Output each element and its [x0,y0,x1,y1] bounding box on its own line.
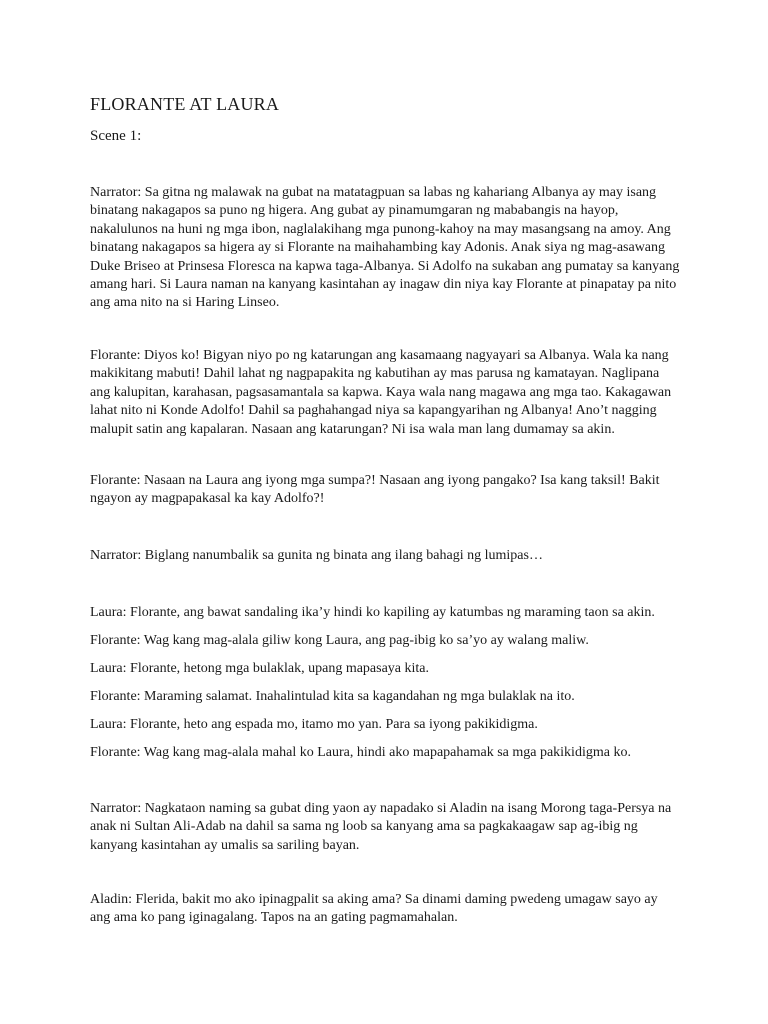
paragraph-narrator-aladin: Narrator: Nagkataon naming sa gubat ding yaon ay napadako si Aladin na isang Morong taga-Persya na anak ni Sultan Ali-Adab na dahil sa sama ng loob sa kanyang ama sa pagkakaagaw sap ag-ibig ng kanyang kasintahan ay umalis sa sariling bayan. [90,801,672,853]
paragraph-florante-plea: Florante: Diyos ko! Bigyan niyo po ng katarungan ang kasamaang nagyayari sa Albanya. Wala ka nang makikitang mabuti! Dahil lahat ng nagpapakita ng kabutihan ay mas parusa ng kamatayan. Naglipana ang kalupitan, karahasan, pagsasamantala sa kapwa. Kaya wala nang magawa ang mga tao. Kakagawan lahat nito ni Konde Adolfo! Dahil sa paghahangad niya sa kapangyarihan ng Albanya! Ano’t nagging malupit satin ang kapalaran. Nasaan ang katarungan? Ni isa wala man lang dumamay sa akin. [90,348,672,437]
paragraph-florante-line-2: Florante: Maraming salamat. Inahalintulad kita sa kagandahan ng mga bulaklak na ito. [90,689,575,704]
paragraph-laura-line-3: Laura: Florante, heto ang espada mo, itamo mo yan. Para sa iyong pakikidigma. [90,717,538,732]
paragraph-laura-line-1: Laura: Florante, ang bawat sandaling ika’y hindi ko kapiling ay katumbas ng maraming taon sa akin. [90,605,655,620]
paragraph-florante-line-3: Florante: Wag kang mag-alala mahal ko Laura, hindi ako mapapahamak sa mga pakikidigma ko. [90,745,631,760]
paragraph-florante-laura-question: Florante: Nasaan na Laura ang iyong mga sumpa?! Nasaan ang iyong pangako? Isa kang taksil! Bakit ngayon ay magpapakasal ka kay Adolfo?! [90,473,660,507]
paragraph-narrator-flashback: Narrator: Biglang nanumbalik sa gunita ng binata ang ilang bahagi ng lumipas… [90,548,543,563]
paragraph-florante-line-1: Florante: Wag kang mag-alala giliw kong Laura, ang pag-ibig ko sa’yo ay walang maliw. [90,633,589,648]
scene-heading: Scene 1: [90,128,142,144]
paragraph-laura-line-2: Laura: Florante, hetong mga bulaklak, upang mapasaya kita. [90,661,430,676]
paragraph-narrator-intro: Narrator: Sa gitna ng malawak na gubat na matatagpuan sa labas ng kahariang Albanya ay may isang binatang nakagapos sa puno ng higera. Ang gubat ay pinamumgaran ng mababangis na hayop, nakalulunos na huni ng mga ibon, naglalakihang mga punong-kahoy na may masangsang na amoy. Ang binatang nakagapos sa higera ay si Florante na maihahambing kay Adonis. Anak siya ng mag-asawang Duke Briseo at Prinsesa Floresca na kapwa taga-Albanya. Si Adolfo na sukaban ang pumatay sa kanyang amang hari. Si Laura naman na kanyang kasintahan ay inagaw din niya kay Florante at pinapatay pa nito ang ama nito na si Haring Linseo. [90,185,680,311]
document-title: FLORANTE AT LAURA [90,94,280,114]
paragraph-aladin-line: Aladin: Flerida, bakit mo ako ipinagpalit sa aking ama? Sa dinami daming pwedeng umagaw sayo ay ang ama ko pang iginagalang. Tapos na an gating pagmamahalan. [90,892,658,926]
